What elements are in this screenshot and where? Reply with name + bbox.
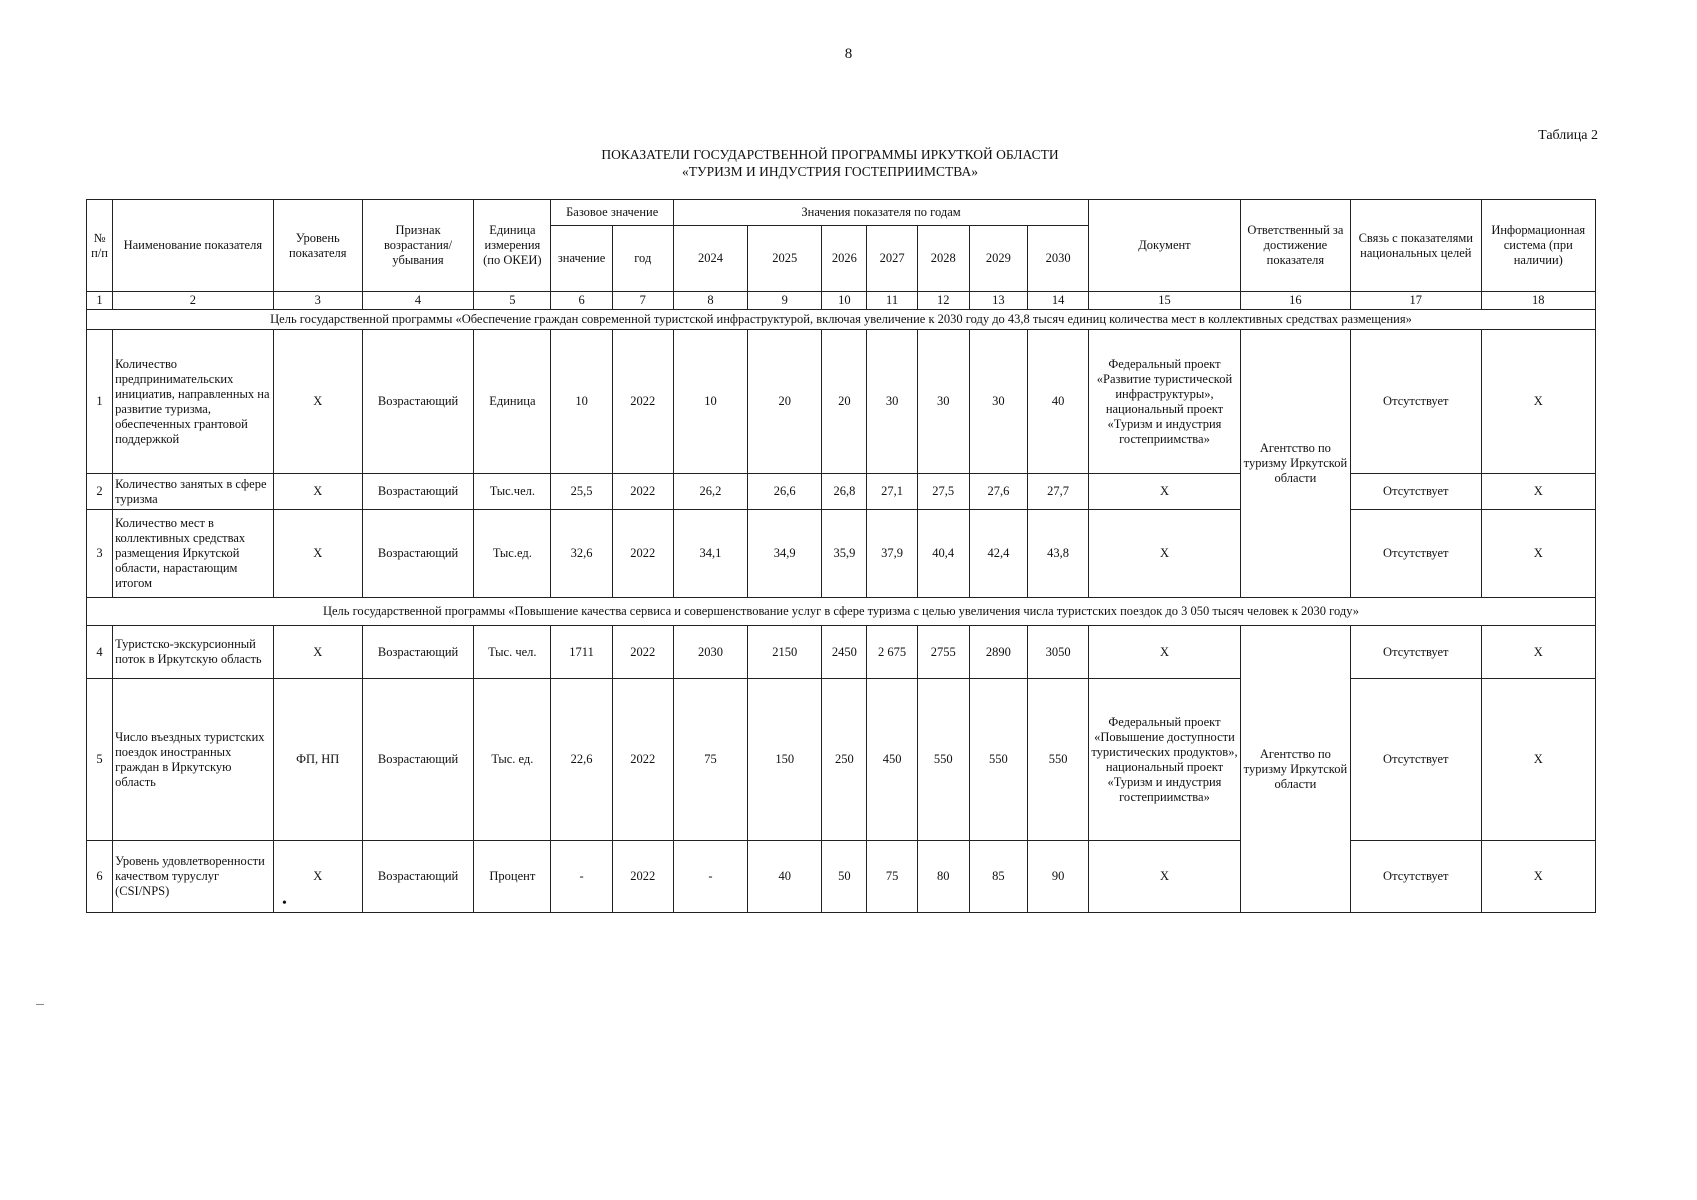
row-value: 3050 — [1027, 626, 1088, 679]
row-document: X — [1089, 510, 1240, 598]
header-responsible: Ответственный за достижение показателя — [1240, 200, 1350, 292]
row-value: 2 675 — [867, 626, 917, 679]
header-document: Документ — [1089, 200, 1240, 292]
header-base: Базовое значение — [551, 200, 673, 226]
column-number: 11 — [867, 292, 917, 310]
row-link: Отсутствует — [1351, 626, 1481, 679]
row-sign: Возрастающий — [362, 330, 473, 474]
column-number: 1 — [87, 292, 113, 310]
row-level: X — [273, 330, 362, 474]
row-value: 43,8 — [1027, 510, 1088, 598]
header-link: Связь с показателями национальных целей — [1351, 200, 1481, 292]
row-name: Число въездных туристских поездок иностранных граждан в Иркутскую область — [113, 679, 274, 841]
row-info: X — [1481, 330, 1596, 474]
row-value: 40 — [1027, 330, 1088, 474]
header-year: 2027 — [867, 226, 917, 292]
header-unit: Единица измерения (по ОКЕИ) — [474, 200, 551, 292]
row-sign: Возрастающий — [362, 474, 473, 510]
row-document: X — [1089, 841, 1240, 913]
row-unit: Единица — [474, 330, 551, 474]
column-number: 10 — [822, 292, 867, 310]
column-number: 3 — [273, 292, 362, 310]
table-label: Таблица 2 — [1538, 128, 1598, 143]
row-num: 5 — [87, 679, 113, 841]
row-unit: Тыс.чел. — [474, 474, 551, 510]
row-level: X — [273, 474, 362, 510]
column-number: 6 — [551, 292, 612, 310]
row-base-year: 2022 — [612, 626, 673, 679]
column-number: 2 — [113, 292, 274, 310]
column-number-row — [87, 292, 1596, 310]
row-value: 150 — [748, 679, 822, 841]
row-link: Отсутствует — [1351, 679, 1481, 841]
row-value: 34,9 — [748, 510, 822, 598]
document-title — [480, 146, 1180, 180]
column-number: 7 — [612, 292, 673, 310]
row-base-value: 32,6 — [551, 510, 612, 598]
column-number: 8 — [673, 292, 747, 310]
row-value: 20 — [748, 330, 822, 474]
row-document: Федеральный проект «Повышение доступности туристических продуктов», национальный проект «Туризм и индустрия гостеприимства» — [1089, 679, 1240, 841]
row-link: Отсутствует — [1351, 841, 1481, 913]
header-year: 2024 — [673, 226, 747, 292]
row-value: 80 — [917, 841, 969, 913]
row-name: Количество занятых в сфере туризма — [113, 474, 274, 510]
header-row-1 — [87, 200, 1596, 226]
row-base-value: 22,6 — [551, 679, 612, 841]
row-num: 2 — [87, 474, 113, 510]
row-value: 75 — [673, 679, 747, 841]
row-value: 2755 — [917, 626, 969, 679]
column-number: 4 — [362, 292, 473, 310]
table-row — [87, 679, 1596, 841]
row-value: 27,5 — [917, 474, 969, 510]
row-value: 34,1 — [673, 510, 747, 598]
row-value: 27,6 — [969, 474, 1027, 510]
header-info: Информационная система (при наличии) — [1481, 200, 1596, 292]
row-document: Федеральный проект «Развитие туристической инфраструктуры», национальный проект «Туризм и индустрия гостеприимства» — [1089, 330, 1240, 474]
row-value: 10 — [673, 330, 747, 474]
row-value: 2450 — [822, 626, 867, 679]
row-info: X — [1481, 474, 1596, 510]
header-year: 2025 — [748, 226, 822, 292]
row-info: X — [1481, 679, 1596, 841]
goal-row — [87, 310, 1596, 330]
row-info: X — [1481, 626, 1596, 679]
table-row — [87, 510, 1596, 598]
table-row — [87, 841, 1596, 913]
row-value: 550 — [917, 679, 969, 841]
row-value: 2890 — [969, 626, 1027, 679]
row-num: 1 — [87, 330, 113, 474]
row-base-value: 10 — [551, 330, 612, 474]
row-level: X — [273, 626, 362, 679]
row-value: 75 — [867, 841, 917, 913]
row-base-year: 2022 — [612, 474, 673, 510]
scan-speck: • — [282, 896, 287, 911]
indicators-table — [86, 199, 1596, 913]
row-value: 40 — [748, 841, 822, 913]
header-base-year: год — [612, 226, 673, 292]
row-value: 26,8 — [822, 474, 867, 510]
column-number: 14 — [1027, 292, 1088, 310]
column-number: 17 — [1351, 292, 1481, 310]
header-years-group: Значения показателя по годам — [673, 200, 1088, 226]
row-sign: Возрастающий — [362, 626, 473, 679]
header-year: 2026 — [822, 226, 867, 292]
row-link: Отсутствует — [1351, 330, 1481, 474]
page-number: 8 — [844, 46, 853, 62]
row-info: X — [1481, 841, 1596, 913]
row-base-year: 2022 — [612, 841, 673, 913]
title-line-2: «ТУРИЗМ И ИНДУСТРИЯ ГОСТЕПРИИМСТВА» — [682, 164, 978, 179]
row-value: 27,1 — [867, 474, 917, 510]
row-value: 2030 — [673, 626, 747, 679]
header-num: № п/п — [87, 200, 113, 292]
row-document: X — [1089, 474, 1240, 510]
table-row — [87, 626, 1596, 679]
row-value: 37,9 — [867, 510, 917, 598]
row-value: 42,4 — [969, 510, 1027, 598]
goal-1: Цель государственной программы «Обеспечение граждан современной туристской инфраструктурой, включая увеличение к 2030 году до 43,8 тысяч единиц количества мест в коллективных средствах размещения» — [87, 310, 1596, 330]
row-base-value: 25,5 — [551, 474, 612, 510]
row-value: 550 — [1027, 679, 1088, 841]
row-value: - — [673, 841, 747, 913]
column-number: 16 — [1240, 292, 1350, 310]
goal-row — [87, 598, 1596, 626]
column-number: 9 — [748, 292, 822, 310]
row-value: 35,9 — [822, 510, 867, 598]
row-value: 26,2 — [673, 474, 747, 510]
row-link: Отсутствует — [1351, 510, 1481, 598]
row-base-year: 2022 — [612, 330, 673, 474]
row-value: 90 — [1027, 841, 1088, 913]
row-value: 30 — [867, 330, 917, 474]
row-sign: Возрастающий — [362, 841, 473, 913]
row-level: ФП, НП — [273, 679, 362, 841]
row-link: Отсутствует — [1351, 474, 1481, 510]
row-value: 30 — [917, 330, 969, 474]
row-value: 20 — [822, 330, 867, 474]
row-level: X — [273, 510, 362, 598]
column-number: 18 — [1481, 292, 1596, 310]
row-document: X — [1089, 626, 1240, 679]
table-row — [87, 474, 1596, 510]
goal-2: Цель государственной программы «Повышение качества сервиса и совершенствование услуг в сфере туризма с целью увеличения числа туристских поездок до 3 050 тысяч человек к 2030 году» — [87, 598, 1596, 626]
row-value: 27,7 — [1027, 474, 1088, 510]
scan-margin-mark — [36, 1004, 44, 1005]
responsible-agency: Агентство по туризму Иркутской области — [1240, 330, 1350, 598]
header-base-value: значение — [551, 226, 612, 292]
row-unit: Тыс.ед. — [474, 510, 551, 598]
row-base-value: - — [551, 841, 612, 913]
column-number: 12 — [917, 292, 969, 310]
row-num: 3 — [87, 510, 113, 598]
row-sign: Возрастающий — [362, 679, 473, 841]
table-row — [87, 330, 1596, 474]
row-sign: Возрастающий — [362, 510, 473, 598]
row-name: Туристско-экскурсионный поток в Иркутскую область — [113, 626, 274, 679]
responsible-agency: Агентство по туризму Иркутской области — [1240, 626, 1350, 913]
column-number: 15 — [1089, 292, 1240, 310]
row-base-year: 2022 — [612, 679, 673, 841]
row-value: 2150 — [748, 626, 822, 679]
header-year: 2028 — [917, 226, 969, 292]
row-base-year: 2022 — [612, 510, 673, 598]
title-line-1: ПОКАЗАТЕЛИ ГОСУДАРСТВЕННОЙ ПРОГРАММЫ ИРКУТКОЙ ОБЛАСТИ — [601, 147, 1059, 162]
row-unit: Процент — [474, 841, 551, 913]
header-level: Уровень показателя — [273, 200, 362, 292]
column-number: 13 — [969, 292, 1027, 310]
header-year: 2030 — [1027, 226, 1088, 292]
row-value: 30 — [969, 330, 1027, 474]
header-name: Наименование показателя — [113, 200, 274, 292]
row-value: 85 — [969, 841, 1027, 913]
row-value: 40,4 — [917, 510, 969, 598]
row-base-value: 1711 — [551, 626, 612, 679]
column-number: 5 — [474, 292, 551, 310]
row-num: 4 — [87, 626, 113, 679]
row-value: 550 — [969, 679, 1027, 841]
row-name: Количество мест в коллективных средствах размещения Иркутской области, нарастающим итогом — [113, 510, 274, 598]
row-name: Количество предпринимательских инициатив, направленных на развитие туризма, обеспеченных грантовой поддержкой — [113, 330, 274, 474]
row-name: Уровень удовлетворенности качеством туруслуг (CSI/NPS) — [113, 841, 274, 913]
row-info: X — [1481, 510, 1596, 598]
row-value: 250 — [822, 679, 867, 841]
row-unit: Тыс. ед. — [474, 679, 551, 841]
row-level: X — [273, 841, 362, 913]
row-num: 6 — [87, 841, 113, 913]
row-value: 450 — [867, 679, 917, 841]
row-value: 26,6 — [748, 474, 822, 510]
header-year: 2029 — [969, 226, 1027, 292]
row-value: 50 — [822, 841, 867, 913]
row-unit: Тыс. чел. — [474, 626, 551, 679]
header-sign: Признак возрастания/убывания — [362, 200, 473, 292]
